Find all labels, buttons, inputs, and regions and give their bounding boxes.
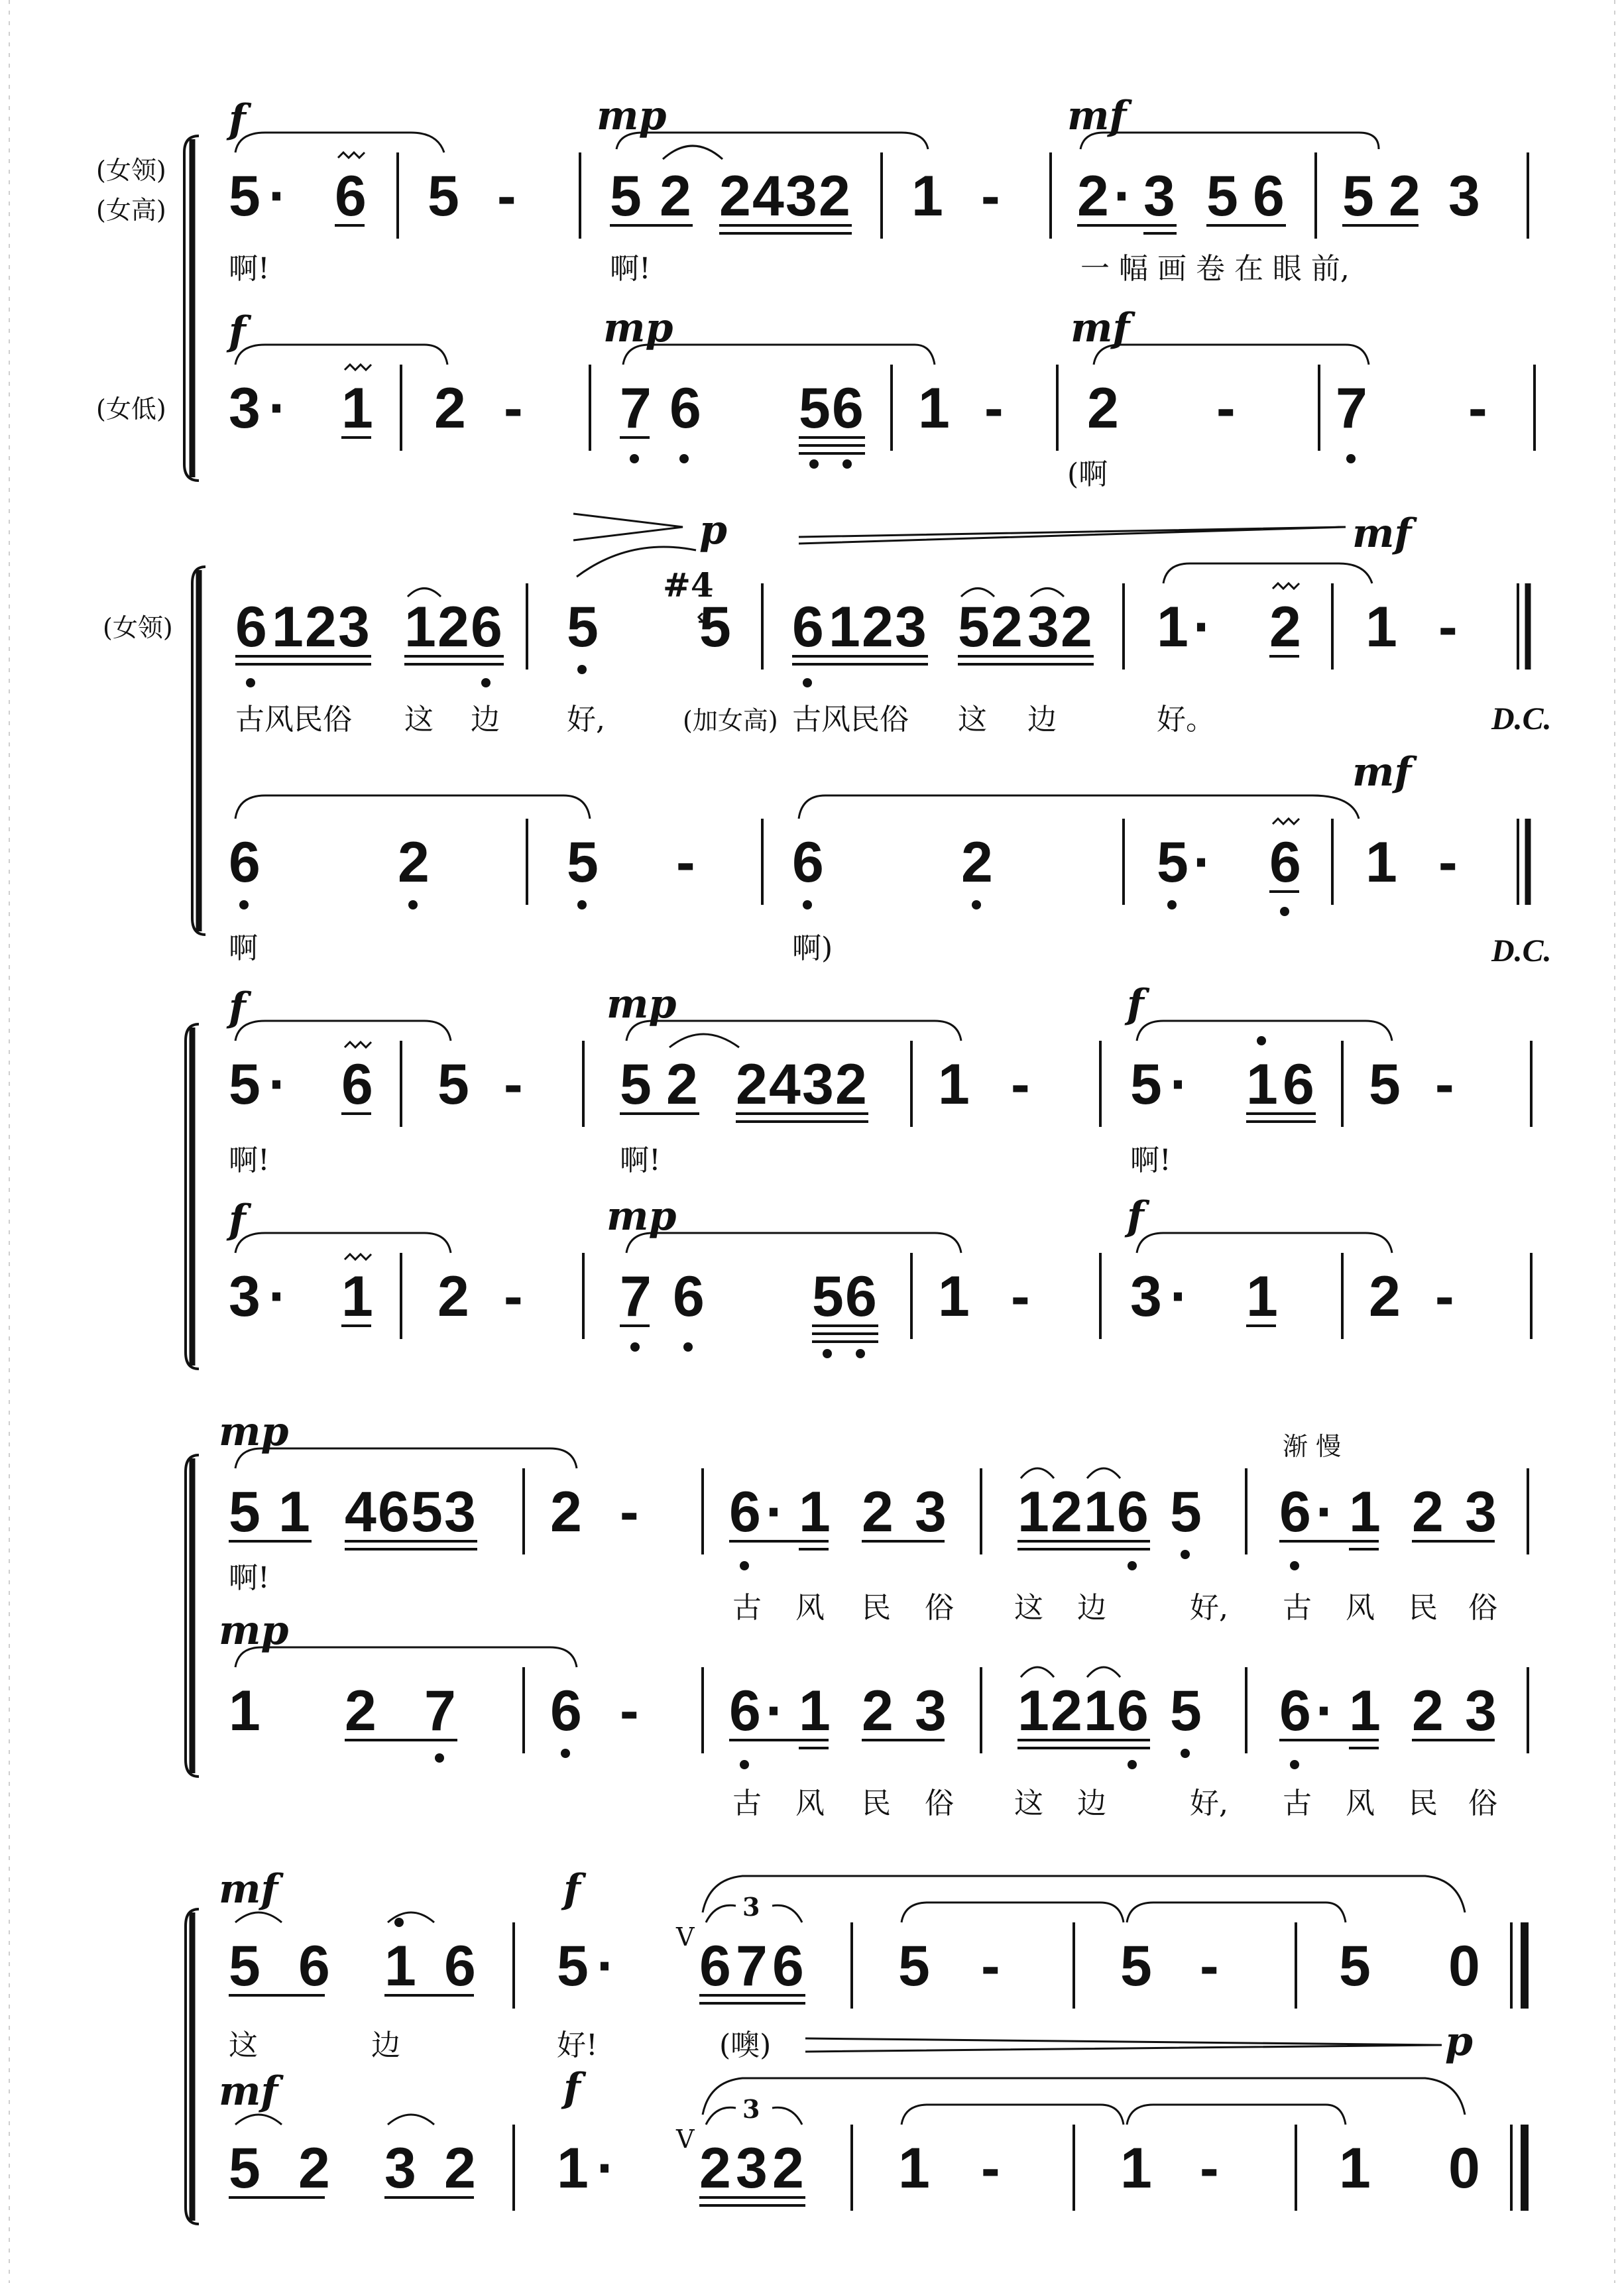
dynamic-mark: mp: [597, 93, 667, 139]
note: -: [984, 377, 1004, 440]
note: -: [1200, 1934, 1219, 1998]
note: 2: [736, 1053, 768, 1116]
note: 5: [428, 164, 459, 228]
dynamic-mark: f: [229, 1197, 246, 1243]
note: -: [620, 1679, 639, 1743]
note: 6: [1279, 1480, 1311, 1544]
note: 2: [434, 377, 466, 440]
note: -: [497, 164, 516, 228]
lyric: 民: [1409, 1591, 1438, 1625]
note: 5: [1170, 1480, 1202, 1544]
note: ·: [1316, 1679, 1335, 1743]
note: 4: [752, 164, 784, 228]
dynamic-mark: mf: [1352, 749, 1412, 795]
note: 1: [557, 2137, 589, 2200]
note: 2: [1051, 1679, 1082, 1743]
note: 6: [298, 1934, 330, 1998]
lyric: 这: [1014, 1591, 1043, 1625]
lyric: 风: [1346, 1591, 1375, 1625]
lyric: 好,: [1190, 1786, 1228, 1820]
note: ·: [1193, 595, 1212, 659]
note: 0: [1448, 1934, 1480, 1998]
upper-staff-notes: [229, 1053, 1454, 1116]
note: 5: [1120, 1934, 1152, 1998]
note: 2: [991, 595, 1023, 659]
lyric: 这: [1014, 1786, 1043, 1820]
note: 1: [1246, 1265, 1278, 1328]
note: 5: [1170, 1679, 1202, 1743]
note: 3: [1448, 164, 1480, 228]
dynamic-mark: mf: [1352, 510, 1412, 557]
system-2: [103, 507, 1552, 968]
lower-staff-notes: [229, 1679, 1497, 1743]
lower-staff-notes: [229, 377, 1487, 440]
breath-mark: V: [676, 1922, 695, 1952]
note: 6: [772, 1934, 804, 1998]
note: ·: [1170, 1265, 1189, 1328]
note: 2: [660, 164, 691, 228]
note: 5: [229, 1053, 261, 1116]
note: 3: [338, 595, 370, 659]
dynamic-mark: mf: [219, 2068, 278, 2115]
part-label-lead: (女领): [96, 156, 166, 185]
note: 6: [335, 164, 367, 228]
note: 3: [802, 1053, 834, 1116]
note: 5: [567, 595, 599, 659]
note: 6: [669, 377, 701, 440]
system-5: [186, 1866, 1525, 2224]
note: 7: [736, 1934, 768, 1998]
note: 6: [832, 377, 864, 440]
upper-staff-notes: [235, 565, 1458, 659]
note: -: [504, 1265, 523, 1328]
dynamic-mark: p: [699, 507, 727, 554]
note: 7: [620, 1265, 652, 1328]
system-3: [186, 981, 1531, 1369]
lyric: 这: [404, 703, 434, 736]
voice-note: (加女高): [683, 706, 778, 735]
lyric: 边: [1077, 1591, 1106, 1625]
note: -: [1435, 1053, 1454, 1116]
note: 1: [278, 1480, 310, 1544]
sharp-grace-note: #4: [663, 565, 714, 605]
note: 2: [961, 831, 993, 894]
note: 7: [620, 377, 652, 440]
tempo-mark: 渐 慢: [1283, 1432, 1342, 1461]
note: 5: [229, 1480, 261, 1544]
note: 1: [341, 1265, 373, 1328]
dynamic-mark: f: [563, 2065, 581, 2111]
note: 1: [1246, 1053, 1278, 1116]
lyric: 啊!: [1130, 1143, 1171, 1177]
system-4: [186, 1409, 1528, 1820]
triplet-mark: 3: [742, 2094, 760, 2124]
note: 1: [1084, 1679, 1116, 1743]
part-label-low: (女低): [96, 394, 166, 424]
note: 1: [938, 1265, 970, 1328]
lyric: 啊!: [229, 252, 270, 286]
note: 4: [769, 1053, 801, 1116]
note: 6: [341, 1053, 373, 1116]
note: 6: [729, 1679, 761, 1743]
note: 1: [799, 1679, 831, 1743]
note: 4: [345, 1480, 377, 1544]
note: -: [981, 1934, 1000, 1998]
note: ·: [268, 1053, 288, 1116]
note: 3: [1465, 1679, 1497, 1743]
note: -: [620, 1480, 639, 1544]
note: 1: [1120, 2137, 1152, 2200]
upper-staff-notes: [229, 1934, 1480, 1998]
note: 1: [272, 595, 304, 659]
note: 2: [437, 1265, 469, 1328]
note: -: [1011, 1053, 1030, 1116]
note: 1: [1365, 595, 1397, 659]
note: ·: [1170, 1053, 1189, 1116]
note: 3: [915, 1480, 947, 1544]
dynamic-mark: f: [229, 984, 246, 1031]
dynamic-mark: mp: [607, 981, 677, 1027]
note: 5: [620, 1053, 652, 1116]
note: ·: [1316, 1480, 1335, 1544]
note: 1: [1349, 1480, 1381, 1544]
dynamic-mark: f: [1127, 1193, 1144, 1240]
note: 3: [895, 595, 927, 659]
lyric: 边: [1077, 1786, 1106, 1820]
note: 1: [898, 2137, 930, 2200]
note: 1: [1157, 595, 1189, 659]
note: 3: [785, 164, 817, 228]
lyric: 一 幅 画 卷 在 眼 前,: [1080, 252, 1350, 286]
note: 2: [699, 2137, 731, 2200]
dynamic-mark: mf: [1067, 93, 1127, 139]
part-label-lead: (女领): [103, 613, 173, 642]
lyric: 好,: [1190, 1591, 1228, 1625]
note: 1: [918, 377, 950, 440]
note: ·: [1193, 831, 1212, 894]
upper-staff-notes: [229, 1480, 1497, 1544]
dynamic-mark: mp: [219, 1409, 289, 1455]
note: 1: [229, 1679, 261, 1743]
note: 1: [911, 164, 943, 228]
lyric: 古风民俗: [235, 703, 352, 736]
dynamic-mark: p: [1445, 2019, 1473, 2065]
note: 6: [792, 831, 824, 894]
note: 5: [898, 1934, 930, 1998]
lyric: 俗: [925, 1591, 954, 1625]
note: 3: [229, 1265, 261, 1328]
lyric: (啊: [1067, 457, 1108, 491]
note: -: [676, 831, 695, 894]
note: 6: [471, 595, 502, 659]
note: 6: [699, 1934, 731, 1998]
note: 3: [1143, 164, 1175, 228]
note: 6: [792, 595, 824, 659]
note: -: [1011, 1265, 1030, 1328]
note: 0: [1448, 2137, 1480, 2200]
part-label-high: (女高): [96, 196, 166, 225]
note: 2: [1269, 595, 1301, 659]
lyric: 啊!: [229, 1561, 270, 1595]
note: 7: [424, 1679, 456, 1743]
note: 6: [378, 1480, 410, 1544]
note: 2: [305, 595, 337, 659]
note: 2: [1412, 1480, 1444, 1544]
lyric: 啊): [792, 931, 833, 965]
note: -: [981, 164, 1000, 228]
note: 5: [1206, 164, 1238, 228]
lyric: 俗: [1468, 1786, 1497, 1820]
note: ·: [597, 2137, 616, 2200]
note: 3: [229, 377, 261, 440]
note: 1: [1349, 1679, 1381, 1743]
lyric: 啊!: [610, 252, 651, 286]
note: ·: [1114, 164, 1133, 228]
lyric: 民: [1409, 1786, 1438, 1820]
note: 1: [1339, 2137, 1371, 2200]
note: -: [504, 377, 523, 440]
dynamic-mark: mp: [607, 1193, 677, 1240]
lyric: 风: [795, 1786, 825, 1820]
note: 2: [1412, 1679, 1444, 1743]
note: ·: [268, 377, 288, 440]
note: 5: [958, 595, 990, 659]
note: 5: [411, 1480, 443, 1544]
note: 5: [557, 1934, 589, 1998]
note: 6: [673, 1265, 705, 1328]
note: 6: [1117, 1480, 1149, 1544]
note: 1: [829, 595, 860, 659]
note: -: [981, 2137, 1000, 2200]
lyric: 啊!: [620, 1143, 661, 1177]
note: 2: [1061, 595, 1092, 659]
note: 1: [1017, 1480, 1049, 1544]
note: 2: [437, 595, 469, 659]
note: 3: [1130, 1265, 1162, 1328]
note: 5: [812, 1265, 844, 1328]
note: 2: [398, 831, 430, 894]
lyric: 风: [795, 1591, 825, 1625]
lyric: 古: [732, 1591, 762, 1625]
note: 3: [736, 2137, 768, 2200]
lyric: 这: [229, 2028, 258, 2062]
note: ·: [766, 1679, 785, 1743]
note: 5: [1342, 164, 1374, 228]
note: -: [1216, 377, 1236, 440]
note: -: [1435, 1265, 1454, 1328]
note: 6: [1117, 1679, 1149, 1743]
note: 6: [1269, 831, 1301, 894]
upper-staff-notes: [229, 164, 1480, 228]
breath-mark: V: [676, 2125, 695, 2154]
note: 3: [444, 1480, 476, 1544]
lyric: 民: [862, 1591, 891, 1625]
note: 5: [1130, 1053, 1162, 1116]
note: 6: [1279, 1679, 1311, 1743]
dynamic-mark: mf: [219, 1866, 278, 1912]
note: 5: [229, 164, 261, 228]
note: 2: [298, 2137, 330, 2200]
note: 2: [862, 1679, 894, 1743]
lyric: 边: [371, 2028, 400, 2062]
note: 2: [719, 164, 751, 228]
note: 2: [1087, 377, 1119, 440]
note: 6: [1283, 1053, 1314, 1116]
note: ·: [766, 1480, 785, 1544]
lyric: 啊: [229, 931, 258, 965]
dynamic-mark: f: [229, 308, 246, 355]
note: 2: [1369, 1265, 1401, 1328]
dynamic-mark: mf: [1071, 305, 1130, 351]
note: 2: [772, 2137, 804, 2200]
note: 6: [235, 595, 267, 659]
note: 2: [1051, 1480, 1082, 1544]
lyric: 这: [958, 703, 987, 736]
note: 1: [341, 377, 373, 440]
dynamic-mark: f: [1127, 981, 1144, 1027]
lyric: 好。: [1157, 703, 1215, 736]
note: 3: [384, 2137, 416, 2200]
note: 5: [699, 595, 731, 659]
note: 5: [1157, 831, 1189, 894]
note: 2: [819, 164, 850, 228]
dynamic-mark: f: [229, 96, 246, 143]
note: 3: [1027, 595, 1059, 659]
system-1: [96, 93, 1535, 491]
note: 2: [1389, 164, 1421, 228]
lower-staff-notes: [229, 1265, 1454, 1328]
triplet-mark: 3: [742, 1892, 760, 1922]
lower-staff-notes: [229, 2137, 1480, 2200]
note: 2: [345, 1679, 377, 1743]
note: 1: [938, 1053, 970, 1116]
note: 2: [444, 2137, 476, 2200]
note: 5: [437, 1053, 469, 1116]
note: 6: [229, 831, 261, 894]
note: 1: [1017, 1679, 1049, 1743]
lyric: 边: [1027, 703, 1057, 736]
da-capo-mark: D.C.: [1491, 701, 1552, 736]
note: -: [1438, 831, 1458, 894]
note: 1: [384, 1934, 416, 1998]
lyric: 古: [1283, 1591, 1312, 1625]
lyric: 民: [862, 1786, 891, 1820]
note: 6: [729, 1480, 761, 1544]
lyric: 俗: [1468, 1591, 1497, 1625]
lyric: (噢): [719, 2028, 772, 2062]
note: 2: [666, 1053, 698, 1116]
note: 6: [845, 1265, 877, 1328]
dynamic-mark: mp: [219, 1608, 289, 1654]
lyric: 啊!: [229, 1143, 270, 1177]
note: 5: [567, 831, 599, 894]
note: 5: [229, 1934, 261, 1998]
note: -: [1438, 595, 1458, 659]
note: 2: [862, 595, 894, 659]
note: 7: [1336, 377, 1367, 440]
note: 2: [835, 1053, 867, 1116]
note: 5: [610, 164, 642, 228]
lyric: 古: [732, 1786, 762, 1820]
lyric: 好!: [557, 2028, 598, 2062]
note: 6: [444, 1934, 476, 1998]
da-capo-mark: D.C.: [1491, 933, 1552, 968]
note: 5: [1369, 1053, 1401, 1116]
note: ·: [268, 1265, 288, 1328]
note: 1: [1365, 831, 1397, 894]
note: -: [1468, 377, 1487, 440]
lyric: 古: [1283, 1786, 1312, 1820]
note: 3: [1465, 1480, 1497, 1544]
note: 5: [229, 2137, 261, 2200]
lyric: 好,: [567, 703, 605, 736]
note: 2: [862, 1480, 894, 1544]
lyric: 边: [471, 703, 500, 736]
note: 1: [799, 1480, 831, 1544]
note: 3: [915, 1679, 947, 1743]
dynamic-mark: mp: [603, 305, 673, 351]
note: 1: [1084, 1480, 1116, 1544]
dynamic-mark: f: [563, 1866, 581, 1912]
note: 2: [1077, 164, 1109, 228]
note: -: [1200, 2137, 1219, 2200]
note: 2: [550, 1480, 582, 1544]
lyric: 风: [1346, 1786, 1375, 1820]
note: 6: [1253, 164, 1285, 228]
note: 5: [1339, 1934, 1371, 1998]
note: 6: [550, 1679, 582, 1743]
note: ·: [597, 1934, 616, 1998]
note: -: [504, 1053, 523, 1116]
note: 1: [404, 595, 436, 659]
lyric: 古风民俗: [792, 703, 909, 736]
note: ·: [268, 164, 288, 228]
lyric: 俗: [925, 1786, 954, 1820]
lower-staff-notes: [229, 831, 1458, 894]
note: 5: [799, 377, 831, 440]
